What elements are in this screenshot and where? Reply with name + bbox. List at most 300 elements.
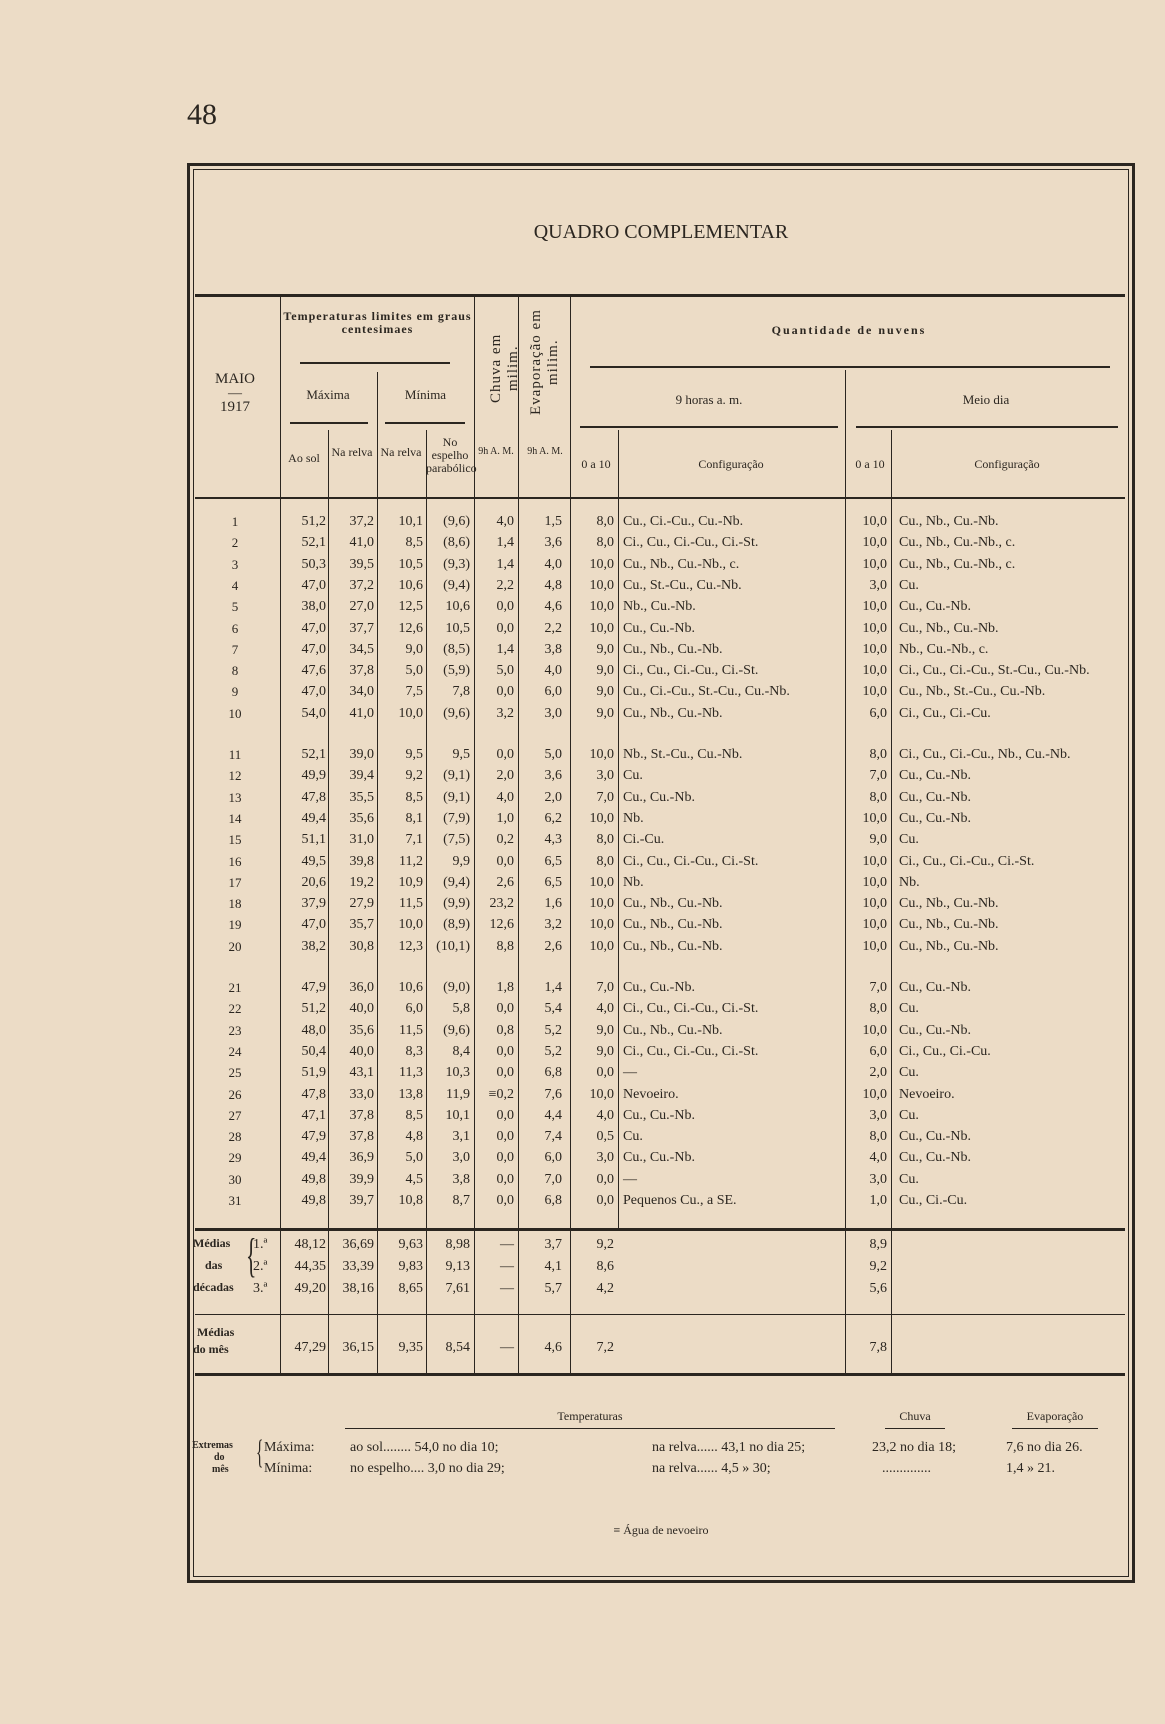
cell-ao-sol: 50,3 <box>301 557 326 572</box>
cell-nuvens-9h: 7,0 <box>596 790 614 805</box>
cell-configuracao-meio-dia: Cu., Nb., Cu.-Nb. <box>899 917 999 932</box>
cell-evaporacao: 4,0 <box>544 663 562 678</box>
cell-day: 23 <box>228 1023 242 1038</box>
cell-ao-sol: 54,0 <box>301 706 326 721</box>
cell-day: 1 <box>231 514 239 529</box>
cell-nuvens-meio-dia: 6,0 <box>869 706 887 721</box>
cell-na-relva: 37,8 <box>349 663 374 678</box>
header-chuva-9am: 9h A. M. <box>478 446 514 457</box>
cell-chuva: 0,0 <box>496 1044 514 1059</box>
cell-na-relva: 34,0 <box>349 684 374 699</box>
cell-min-relva: 12,5 <box>398 599 423 614</box>
cell-day: 22 <box>228 1001 242 1016</box>
cell-min-relva: 10,0 <box>398 917 423 932</box>
cell-min-relva: 10,6 <box>398 980 423 995</box>
cell-configuracao-meio-dia: Cu., Cu.-Nb. <box>899 811 971 826</box>
cell-nuvens-9h: 9,0 <box>596 1023 614 1038</box>
cell-configuracao-9h: Cu., Cu.-Nb. <box>623 980 695 995</box>
table-frame <box>187 163 1135 1583</box>
cell-espelho: (9,6) <box>443 514 470 529</box>
cell-min-relva: 10,1 <box>398 514 423 529</box>
cell-na-relva: 39,4 <box>349 768 374 783</box>
cell-nuvens-9h: 10,0 <box>589 896 614 911</box>
cell-nuvens-meio-dia: 10,0 <box>862 1023 887 1038</box>
extremas-label-3: mês <box>212 1464 229 1475</box>
cell-nuvens-meio-dia: 10,0 <box>862 917 887 932</box>
cell-day: 18 <box>228 896 242 911</box>
cell-nuvens-meio-dia: 10,0 <box>862 875 887 890</box>
header-na-relva: Na relva <box>331 445 373 459</box>
cell-nuvens-meio-dia: 10,0 <box>862 811 887 826</box>
cell-chuva: 0,0 <box>496 599 514 614</box>
cell-ao-sol: 37,9 <box>301 896 326 911</box>
cell-configuracao-9h: Cu., Cu.-Nb. <box>623 790 695 805</box>
cell-ao-sol: 47,1 <box>301 1108 326 1123</box>
decada-cell-evaporacao: 3,7 <box>544 1237 562 1252</box>
extremas-max-sol: ao sol........ 54,0 no dia 10; <box>350 1440 499 1455</box>
cell-espelho: (9,4) <box>443 578 470 593</box>
cell-day: 17 <box>228 875 242 890</box>
cell-configuracao-meio-dia: Cu., Cu.-Nb. <box>899 790 971 805</box>
cell-configuracao-meio-dia: Cu., Nb., Cu.-Nb. <box>899 514 999 529</box>
cell-espelho: (9,6) <box>443 1023 470 1038</box>
cell-evaporacao: 6,8 <box>544 1193 562 1208</box>
cell-nuvens-9h: 9,0 <box>596 663 614 678</box>
cell-ao-sol: 47,6 <box>301 663 326 678</box>
cell-evaporacao: 6,8 <box>544 1065 562 1080</box>
cell-min-relva: 9,5 <box>405 747 423 762</box>
cell-evaporacao: 7,4 <box>544 1129 562 1144</box>
cell-nuvens-9h: 8,0 <box>596 854 614 869</box>
header-chuva: Chuva em milim. <box>488 333 521 403</box>
cell-configuracao-meio-dia: Cu. <box>899 1065 919 1080</box>
cell-nuvens-meio-dia: 3,0 <box>869 1172 887 1187</box>
cell-na-relva: 33,0 <box>349 1087 374 1102</box>
cell-configuracao-9h: Cu., Cu.-Nb. <box>623 1108 695 1123</box>
decada-cell-na-relva: 36,69 <box>342 1237 374 1252</box>
cell-nuvens-meio-dia: 10,0 <box>862 599 887 614</box>
cell-min-relva: 7,5 <box>405 684 423 699</box>
cell-nuvens-9h: 3,0 <box>596 768 614 783</box>
header-meio-dia: Meio dia <box>962 392 1010 407</box>
header-configuracao-1: Configuração <box>698 457 764 471</box>
cell-ao-sol: 47,0 <box>301 917 326 932</box>
cell-day: 29 <box>228 1150 242 1165</box>
cell-configuracao-meio-dia: Cu., Cu.-Nb. <box>899 980 971 995</box>
cell-nuvens-9h: 0,5 <box>596 1129 614 1144</box>
header-nuvens: Quantidade de nuvens <box>771 323 927 337</box>
cell-configuracao-meio-dia: Cu., Nb., Cu.-Nb., c. <box>899 535 1016 550</box>
cell-min-relva: 10,9 <box>398 875 423 890</box>
cell-evaporacao: 5,4 <box>544 1001 562 1016</box>
mes-cell-na-relva: 36,15 <box>342 1340 374 1355</box>
cell-configuracao-meio-dia: Nb. <box>899 875 920 890</box>
cell-min-relva: 12,6 <box>398 621 423 636</box>
decada-cell-nuvens-meio-dia: 9,2 <box>869 1259 887 1274</box>
cell-espelho: (9,1) <box>443 790 470 805</box>
cell-nuvens-9h: 8,0 <box>596 514 614 529</box>
cell-configuracao-meio-dia: Cu., Cu.-Nb. <box>899 1150 971 1165</box>
cell-evaporacao: 3,2 <box>544 917 562 932</box>
cell-nuvens-meio-dia: 10,0 <box>862 939 887 954</box>
cell-nuvens-meio-dia: 6,0 <box>869 1044 887 1059</box>
cell-evaporacao: 5,0 <box>544 747 562 762</box>
cell-day: 14 <box>228 811 242 826</box>
cell-configuracao-9h: Cu., Nb., Cu.-Nb. <box>623 939 723 954</box>
extremas-minima-label: Mínima: <box>264 1461 313 1476</box>
cell-evaporacao: 3,6 <box>544 768 562 783</box>
decada-cell-na-relva: 33,39 <box>342 1259 374 1274</box>
cell-configuracao-meio-dia: Cu., Cu.-Nb. <box>899 599 971 614</box>
cell-nuvens-meio-dia: 10,0 <box>862 642 887 657</box>
cell-nuvens-meio-dia: 10,0 <box>862 557 887 572</box>
decada-cell-espelho: 8,98 <box>445 1237 470 1252</box>
cell-evaporacao: 4,0 <box>544 557 562 572</box>
header-0a10-1: 0 a 10 <box>581 457 611 471</box>
cell-day: 25 <box>228 1065 242 1080</box>
cell-evaporacao: 5,2 <box>544 1044 562 1059</box>
cell-nuvens-9h: 4,0 <box>596 1001 614 1016</box>
cell-configuracao-meio-dia: Nevoeiro. <box>899 1087 955 1102</box>
cell-chuva: 23,2 <box>489 896 514 911</box>
cell-configuracao-meio-dia: Cu. <box>899 1108 919 1123</box>
cell-espelho: (9,0) <box>443 980 470 995</box>
cell-chuva: 0,0 <box>496 747 514 762</box>
decadas-bottom-rule <box>195 1314 1125 1315</box>
cell-espelho: 10,3 <box>445 1065 470 1080</box>
cell-configuracao-meio-dia: Cu. <box>899 578 919 593</box>
cell-na-relva: 37,2 <box>349 578 374 593</box>
extremas-evap-brace <box>1012 1428 1098 1429</box>
cell-ao-sol: 51,9 <box>301 1065 326 1080</box>
cell-configuracao-9h: Cu., Nb., Cu.-Nb. <box>623 706 723 721</box>
cell-chuva: 0,0 <box>496 1001 514 1016</box>
cell-min-relva: 11,3 <box>399 1065 423 1080</box>
cell-chuva: 0,0 <box>496 1150 514 1165</box>
cell-nuvens-meio-dia: 7,0 <box>869 980 887 995</box>
cell-na-relva: 39,7 <box>349 1193 374 1208</box>
cell-min-relva: 8,3 <box>405 1044 423 1059</box>
cell-ao-sol: 49,5 <box>301 854 326 869</box>
cell-chuva: 12,6 <box>489 917 514 932</box>
decada-cell-decada: 1.ª <box>253 1237 268 1252</box>
minima-brace <box>385 422 465 424</box>
extremas-chuva-header: Chuva <box>899 1409 931 1423</box>
cell-nuvens-meio-dia: 10,0 <box>862 663 887 678</box>
cell-na-relva: 39,8 <box>349 854 374 869</box>
cell-configuracao-meio-dia: Ci., Cu., Ci.-Cu., Ci.-St. <box>899 854 1035 869</box>
cell-min-relva: 8,1 <box>405 811 423 826</box>
cell-na-relva: 19,2 <box>349 875 374 890</box>
extremas-evap-header: Evaporação <box>1026 1409 1084 1423</box>
cell-na-relva: 35,7 <box>349 917 374 932</box>
decadas-brace: { <box>246 1229 257 1282</box>
cell-day: 7 <box>231 642 239 657</box>
cell-configuracao-9h: Cu., Cu.-Nb. <box>623 621 695 636</box>
cell-configuracao-meio-dia: Cu., Nb., Cu.-Nb. <box>899 939 999 954</box>
cell-nuvens-9h: 0,0 <box>596 1172 614 1187</box>
extremas-min-relva: na relva...... 4,5 » 30; <box>652 1461 771 1476</box>
cell-chuva: 1,4 <box>496 557 514 572</box>
cell-chuva: 1,4 <box>496 535 514 550</box>
cell-chuva: 4,0 <box>496 514 514 529</box>
decada-cell-na-relva: 38,16 <box>342 1281 374 1296</box>
cell-nuvens-meio-dia: 7,0 <box>869 768 887 783</box>
decada-cell-evaporacao: 4,1 <box>544 1259 562 1274</box>
cell-configuracao-9h: Nb. <box>623 811 644 826</box>
cell-ao-sol: 38,2 <box>301 939 326 954</box>
cell-configuracao-9h: Pequenos Cu., a SE. <box>623 1193 737 1208</box>
cell-configuracao-9h: Nb., Cu.-Nb. <box>623 599 696 614</box>
cell-configuracao-9h: Cu., Nb., Cu.-Nb. <box>623 1023 723 1038</box>
cell-chuva: 0,0 <box>496 621 514 636</box>
header-year: 1917 <box>220 399 250 415</box>
cell-evaporacao: 2,6 <box>544 939 562 954</box>
mes-cell-min-relva: 9,35 <box>398 1340 423 1355</box>
cell-nuvens-meio-dia: 9,0 <box>869 832 887 847</box>
cell-configuracao-9h: Ci., Cu., Ci.-Cu., Ci.-St. <box>623 1001 759 1016</box>
cell-nuvens-9h: 4,0 <box>596 1108 614 1123</box>
cell-day: 20 <box>228 939 242 954</box>
cell-configuracao-9h: — <box>623 1065 637 1080</box>
cell-day: 26 <box>228 1087 242 1102</box>
cell-na-relva: 31,0 <box>349 832 374 847</box>
cell-nuvens-meio-dia: 10,0 <box>862 514 887 529</box>
decada-cell-nuvens-9h: 8,6 <box>596 1259 614 1274</box>
cell-min-relva: 10,8 <box>398 1193 423 1208</box>
cell-ao-sol: 47,8 <box>301 790 326 805</box>
cell-na-relva: 27,0 <box>349 599 374 614</box>
cell-nuvens-9h: 3,0 <box>596 1150 614 1165</box>
header-espelho: No espelho parabólico <box>426 435 477 475</box>
cell-configuracao-9h: Cu., Nb., Cu.-Nb. <box>623 642 723 657</box>
extremas-maxima-label: Máxima: <box>264 1440 315 1455</box>
cell-chuva: 0,0 <box>496 1065 514 1080</box>
cell-configuracao-9h: Cu., Ci.-Cu., St.-Cu., Cu.-Nb. <box>623 684 790 699</box>
cell-chuva: 1,4 <box>496 642 514 657</box>
cell-nuvens-9h: 10,0 <box>589 875 614 890</box>
cell-configuracao-9h: Cu., Nb., Cu.-Nb. <box>623 917 723 932</box>
cell-configuracao-meio-dia: Cu., Cu.-Nb. <box>899 1129 971 1144</box>
col-line <box>891 430 892 1375</box>
cell-configuracao-9h: Cu., Nb., Cu.-Nb. <box>623 896 723 911</box>
decadas-label-3: décadas <box>193 1280 234 1294</box>
nuvens-brace <box>590 366 1110 368</box>
cell-nuvens-9h: 10,0 <box>589 917 614 932</box>
extremas-temps-brace <box>345 1428 835 1429</box>
cell-nuvens-meio-dia: 8,0 <box>869 1129 887 1144</box>
cell-na-relva: 37,7 <box>349 621 374 636</box>
header-bottom-rule <box>195 497 1125 499</box>
cell-espelho: 7,8 <box>452 684 470 699</box>
decada-cell-espelho: 7,61 <box>445 1281 470 1296</box>
meio-dia-brace <box>856 426 1118 428</box>
cell-ao-sol: 49,4 <box>301 1150 326 1165</box>
cell-min-relva: 8,5 <box>405 1108 423 1123</box>
extremas-min-evap: 1,4 » 21. <box>1006 1461 1055 1476</box>
cell-evaporacao: 7,0 <box>544 1172 562 1187</box>
maxima-brace <box>290 422 368 424</box>
cell-na-relva: 39,9 <box>349 1172 374 1187</box>
cell-ao-sol: 47,0 <box>301 684 326 699</box>
cell-configuracao-meio-dia: Cu., Cu.-Nb. <box>899 768 971 783</box>
cell-configuracao-9h: Cu., Cu.-Nb. <box>623 1150 695 1165</box>
cell-chuva: 8,8 <box>496 939 514 954</box>
cell-configuracao-9h: Cu. <box>623 768 643 783</box>
table-title: QUADRO COMPLEMENTAR <box>533 221 789 243</box>
cell-na-relva: 27,9 <box>349 896 374 911</box>
cell-evaporacao: 4,6 <box>544 599 562 614</box>
cell-espelho: 5,8 <box>452 1001 470 1016</box>
cell-chuva: ≡0,2 <box>488 1087 514 1102</box>
decada-cell-espelho: 9,13 <box>445 1259 470 1274</box>
mes-cell-chuva: — <box>500 1340 514 1355</box>
mes-cell-nuvens-meio-dia: 7,8 <box>869 1340 887 1355</box>
cell-na-relva: 35,6 <box>349 1023 374 1038</box>
cell-day: 12 <box>228 768 242 783</box>
cell-ao-sol: 49,8 <box>301 1193 326 1208</box>
cell-day: 28 <box>228 1129 242 1144</box>
cell-evaporacao: 6,0 <box>544 684 562 699</box>
cell-nuvens-meio-dia: 10,0 <box>862 684 887 699</box>
cell-espelho: 10,5 <box>445 621 470 636</box>
cell-configuracao-meio-dia: Cu. <box>899 1172 919 1187</box>
cell-chuva: 0,0 <box>496 854 514 869</box>
cell-nuvens-meio-dia: 8,0 <box>869 747 887 762</box>
cell-day: 31 <box>228 1193 242 1208</box>
cell-espelho: (8,5) <box>443 642 470 657</box>
decada-cell-decada: 3.ª <box>253 1281 268 1296</box>
decadas-label-2: das <box>205 1258 223 1272</box>
cell-espelho: 8,4 <box>452 1044 470 1059</box>
cell-ao-sol: 50,4 <box>301 1044 326 1059</box>
extremas-max-relva: na relva...... 43,1 no dia 25; <box>652 1440 806 1455</box>
cell-ao-sol: 48,0 <box>301 1023 326 1038</box>
cell-configuracao-9h: Ci., Cu., Ci.-Cu., Ci.-St. <box>623 535 759 550</box>
cell-min-relva: 10,5 <box>398 557 423 572</box>
cell-configuracao-meio-dia: Ci., Cu., Ci.-Cu. <box>899 1044 991 1059</box>
cell-configuracao-9h: Ci., Cu., Ci.-Cu., Ci.-St. <box>623 854 759 869</box>
cell-na-relva: 35,6 <box>349 811 374 826</box>
cell-min-relva: 8,5 <box>405 535 423 550</box>
cell-ao-sol: 52,1 <box>301 535 326 550</box>
cell-evaporacao: 2,0 <box>544 790 562 805</box>
cell-nuvens-meio-dia: 3,0 <box>869 578 887 593</box>
cell-ao-sol: 38,0 <box>301 599 326 614</box>
cell-evaporacao: 6,5 <box>544 854 562 869</box>
cell-configuracao-meio-dia: Cu. <box>899 1001 919 1016</box>
cell-espelho: 3,8 <box>452 1172 470 1187</box>
cell-min-relva: 6,0 <box>405 1001 423 1016</box>
cell-espelho: (5,9) <box>443 663 470 678</box>
cell-na-relva: 36,0 <box>349 980 374 995</box>
cell-espelho: 8,7 <box>452 1193 470 1208</box>
cell-na-relva: 37,2 <box>349 514 374 529</box>
cell-chuva: 1,8 <box>496 980 514 995</box>
cell-configuracao-9h: Nb. <box>623 875 644 890</box>
cell-evaporacao: 1,4 <box>544 980 562 995</box>
cell-configuracao-meio-dia: Ci., Cu., Ci.-Cu., St.-Cu., Cu.-Nb. <box>899 663 1090 678</box>
cell-configuracao-meio-dia: Ci., Cu., Ci.-Cu., Nb., Cu.-Nb. <box>899 747 1071 762</box>
cell-na-relva: 37,8 <box>349 1108 374 1123</box>
cell-espelho: (7,5) <box>443 832 470 847</box>
cell-evaporacao: 6,5 <box>544 875 562 890</box>
cell-day: 2 <box>231 535 239 550</box>
title-rule <box>195 294 1125 297</box>
temps-brace <box>300 362 450 364</box>
cell-configuracao-meio-dia: Cu., Cu.-Nb. <box>899 1023 971 1038</box>
cell-day: 3 <box>231 557 239 572</box>
cell-day: 24 <box>228 1044 242 1059</box>
cell-evaporacao: 3,6 <box>544 535 562 550</box>
header-minima: Mínima <box>404 387 447 402</box>
cell-configuracao-meio-dia: Cu., Nb., Cu.-Nb. <box>899 621 999 636</box>
cell-min-relva: 9,0 <box>405 642 423 657</box>
cell-chuva: 0,2 <box>496 832 514 847</box>
decada-cell-ao-sol: 48,12 <box>294 1237 326 1252</box>
cell-espelho: (9,1) <box>443 768 470 783</box>
cell-day: 9 <box>231 684 239 699</box>
header-9-horas: 9 horas a. m. <box>675 392 743 407</box>
extremas-min-chuva: .............. <box>882 1461 931 1476</box>
cell-configuracao-meio-dia: Nb., Cu.-Nb., c. <box>899 642 989 657</box>
cell-day: 16 <box>228 854 242 869</box>
decada-cell-min-relva: 9,63 <box>398 1237 423 1252</box>
cell-configuracao-meio-dia: Cu. <box>899 832 919 847</box>
cell-nuvens-9h: 0,0 <box>596 1193 614 1208</box>
cell-configuracao-meio-dia: Cu., Nb., Cu.-Nb. <box>899 896 999 911</box>
cell-day: 6 <box>231 621 239 636</box>
cell-configuracao-9h: Ci., Cu., Ci.-Cu., Ci.-St. <box>623 1044 759 1059</box>
cell-day: 30 <box>228 1172 242 1187</box>
cell-na-relva: 40,0 <box>349 1044 374 1059</box>
cell-espelho: (7,9) <box>443 811 470 826</box>
cell-evaporacao: 5,2 <box>544 1023 562 1038</box>
cell-min-relva: 11,5 <box>399 1023 423 1038</box>
extremas-max-evap: 7,6 no dia 26. <box>1006 1440 1083 1455</box>
footnote: ≡ Água de nevoeiro <box>613 1523 709 1537</box>
cell-evaporacao: 1,5 <box>544 514 562 529</box>
cell-day: 4 <box>231 578 239 593</box>
mes-label-1: Médias <box>197 1325 235 1339</box>
decada-cell-min-relva: 9,83 <box>398 1259 423 1274</box>
cell-chuva: 3,2 <box>496 706 514 721</box>
cell-min-relva: 5,0 <box>405 1150 423 1165</box>
decada-cell-decada: 2.ª <box>253 1259 268 1274</box>
cell-evaporacao: 4,4 <box>544 1108 562 1123</box>
cell-evaporacao: 6,0 <box>544 1150 562 1165</box>
cell-configuracao-9h: Nb., St.-Cu., Cu.-Nb. <box>623 747 743 762</box>
cell-nuvens-9h: 9,0 <box>596 706 614 721</box>
decada-cell-evaporacao: 5,7 <box>544 1281 562 1296</box>
cell-nuvens-9h: 10,0 <box>589 578 614 593</box>
cell-nuvens-9h: 10,0 <box>589 811 614 826</box>
cell-evaporacao: 7,6 <box>544 1087 562 1102</box>
cell-na-relva: 43,1 <box>349 1065 374 1080</box>
cell-espelho: 11,9 <box>446 1087 470 1102</box>
cell-chuva: 0,8 <box>496 1023 514 1038</box>
cell-nuvens-meio-dia: 10,0 <box>862 896 887 911</box>
cell-min-relva: 13,8 <box>398 1087 423 1102</box>
cell-configuracao-9h: Cu., Ci.-Cu., Cu.-Nb. <box>623 514 744 529</box>
mes-cell-nuvens-9h: 7,2 <box>596 1340 614 1355</box>
cell-day: 5 <box>231 599 239 614</box>
header-0a10-2: 0 a 10 <box>855 457 885 471</box>
header-evap-9am: 9h A. M. <box>527 446 563 457</box>
header-month: MAIO <box>215 371 255 387</box>
cell-min-relva: 10,0 <box>398 706 423 721</box>
extremas-chuva-brace <box>885 1428 945 1429</box>
